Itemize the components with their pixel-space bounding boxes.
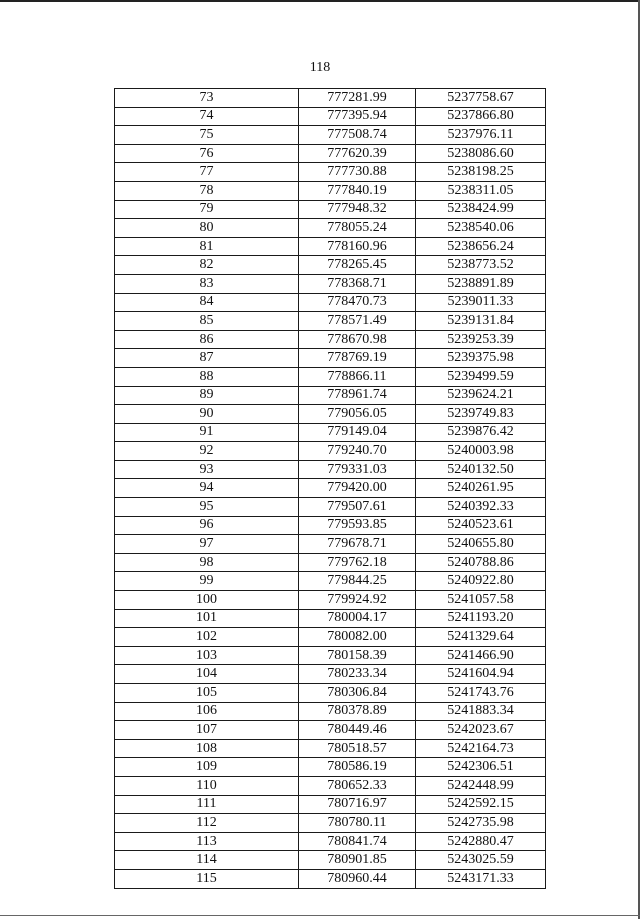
y-coordinate-cell: 5243171.33 <box>416 869 546 888</box>
point-number-cell: 78 <box>115 181 299 200</box>
coordinates-table-body <box>115 89 546 889</box>
x-coordinate-cell: 778670.98 <box>299 330 416 349</box>
y-coordinate-cell: 5238198.25 <box>416 163 546 182</box>
table-row <box>115 832 546 851</box>
y-coordinate-cell: 5239876.42 <box>416 423 546 442</box>
table-row <box>115 479 546 498</box>
table-row <box>115 702 546 721</box>
x-coordinate-cell: 780716.97 <box>299 795 416 814</box>
y-coordinate-cell: 5241743.76 <box>416 684 546 703</box>
x-coordinate-cell: 779507.61 <box>299 498 416 517</box>
table-row <box>115 256 546 275</box>
y-coordinate-cell: 5243025.59 <box>416 851 546 870</box>
x-coordinate-cell: 778961.74 <box>299 386 416 405</box>
x-coordinate-cell: 780841.74 <box>299 832 416 851</box>
x-coordinate-cell: 778571.49 <box>299 312 416 331</box>
table-row <box>115 628 546 647</box>
point-number-cell: 92 <box>115 442 299 461</box>
point-number-cell: 93 <box>115 460 299 479</box>
table-row <box>115 739 546 758</box>
y-coordinate-cell: 5239011.33 <box>416 293 546 312</box>
x-coordinate-cell: 780518.57 <box>299 739 416 758</box>
x-coordinate-cell: 779240.70 <box>299 442 416 461</box>
table-row <box>115 293 546 312</box>
x-coordinate-cell: 780158.39 <box>299 646 416 665</box>
y-coordinate-cell: 5242448.99 <box>416 776 546 795</box>
y-coordinate-cell: 5240261.95 <box>416 479 546 498</box>
y-coordinate-cell: 5239499.59 <box>416 367 546 386</box>
point-number-cell: 110 <box>115 776 299 795</box>
table-row <box>115 572 546 591</box>
point-number-cell: 114 <box>115 851 299 870</box>
point-number-cell: 101 <box>115 609 299 628</box>
point-number-cell: 90 <box>115 405 299 424</box>
point-number-cell: 97 <box>115 535 299 554</box>
table-row <box>115 89 546 108</box>
point-number-cell: 76 <box>115 144 299 163</box>
point-number-cell: 105 <box>115 684 299 703</box>
table-row <box>115 665 546 684</box>
table-row <box>115 516 546 535</box>
table-row <box>115 553 546 572</box>
table-row <box>115 181 546 200</box>
x-coordinate-cell: 779593.85 <box>299 516 416 535</box>
y-coordinate-cell: 5237976.11 <box>416 126 546 145</box>
table-row <box>115 237 546 256</box>
y-coordinate-cell: 5242164.73 <box>416 739 546 758</box>
x-coordinate-cell: 780082.00 <box>299 628 416 647</box>
y-coordinate-cell: 5242306.51 <box>416 758 546 777</box>
point-number-cell: 84 <box>115 293 299 312</box>
y-coordinate-cell: 5238656.24 <box>416 237 546 256</box>
table-row <box>115 405 546 424</box>
x-coordinate-cell: 779762.18 <box>299 553 416 572</box>
x-coordinate-cell: 777281.99 <box>299 89 416 108</box>
x-coordinate-cell: 780901.85 <box>299 851 416 870</box>
table-row <box>115 144 546 163</box>
coordinates-table <box>114 88 546 889</box>
x-coordinate-cell: 778769.19 <box>299 349 416 368</box>
table-row <box>115 851 546 870</box>
y-coordinate-cell: 5238424.99 <box>416 200 546 219</box>
point-number-cell: 77 <box>115 163 299 182</box>
y-coordinate-cell: 5240922.80 <box>416 572 546 591</box>
y-coordinate-cell: 5241604.94 <box>416 665 546 684</box>
x-coordinate-cell: 777840.19 <box>299 181 416 200</box>
x-coordinate-cell: 778055.24 <box>299 219 416 238</box>
table-row <box>115 163 546 182</box>
y-coordinate-cell: 5238773.52 <box>416 256 546 275</box>
table-row <box>115 330 546 349</box>
y-coordinate-cell: 5242592.15 <box>416 795 546 814</box>
y-coordinate-cell: 5239375.98 <box>416 349 546 368</box>
y-coordinate-cell: 5238311.05 <box>416 181 546 200</box>
y-coordinate-cell: 5237758.67 <box>416 89 546 108</box>
table-row <box>115 349 546 368</box>
point-number-cell: 80 <box>115 219 299 238</box>
point-number-cell: 108 <box>115 739 299 758</box>
point-number-cell: 104 <box>115 665 299 684</box>
table-row <box>115 107 546 126</box>
point-number-cell: 106 <box>115 702 299 721</box>
x-coordinate-cell: 778368.71 <box>299 274 416 293</box>
point-number-cell: 86 <box>115 330 299 349</box>
x-coordinate-cell: 779844.25 <box>299 572 416 591</box>
table-row <box>115 776 546 795</box>
y-coordinate-cell: 5238540.06 <box>416 219 546 238</box>
table-row <box>115 460 546 479</box>
point-number-cell: 103 <box>115 646 299 665</box>
x-coordinate-cell: 777508.74 <box>299 126 416 145</box>
x-coordinate-cell: 778160.96 <box>299 237 416 256</box>
y-coordinate-cell: 5240003.98 <box>416 442 546 461</box>
table-row <box>115 386 546 405</box>
x-coordinate-cell: 780378.89 <box>299 702 416 721</box>
point-number-cell: 99 <box>115 572 299 591</box>
y-coordinate-cell: 5242880.47 <box>416 832 546 851</box>
y-coordinate-cell: 5241329.64 <box>416 628 546 647</box>
table-row <box>115 274 546 293</box>
point-number-cell: 94 <box>115 479 299 498</box>
x-coordinate-cell: 779149.04 <box>299 423 416 442</box>
table-row <box>115 684 546 703</box>
x-coordinate-cell: 779678.71 <box>299 535 416 554</box>
x-coordinate-cell: 777730.88 <box>299 163 416 182</box>
point-number-cell: 95 <box>115 498 299 517</box>
x-coordinate-cell: 780233.34 <box>299 665 416 684</box>
scan-bottom-edge <box>0 915 640 916</box>
point-number-cell: 88 <box>115 367 299 386</box>
x-coordinate-cell: 780306.84 <box>299 684 416 703</box>
x-coordinate-cell: 778866.11 <box>299 367 416 386</box>
point-number-cell: 81 <box>115 237 299 256</box>
x-coordinate-cell: 778470.73 <box>299 293 416 312</box>
table-row <box>115 869 546 888</box>
table-row <box>115 591 546 610</box>
table-row <box>115 126 546 145</box>
point-number-cell: 112 <box>115 814 299 833</box>
point-number-cell: 87 <box>115 349 299 368</box>
y-coordinate-cell: 5241466.90 <box>416 646 546 665</box>
y-coordinate-cell: 5237866.80 <box>416 107 546 126</box>
x-coordinate-cell: 780780.11 <box>299 814 416 833</box>
point-number-cell: 83 <box>115 274 299 293</box>
y-coordinate-cell: 5241193.20 <box>416 609 546 628</box>
y-coordinate-cell: 5238891.89 <box>416 274 546 293</box>
y-coordinate-cell: 5240392.33 <box>416 498 546 517</box>
point-number-cell: 98 <box>115 553 299 572</box>
x-coordinate-cell: 779420.00 <box>299 479 416 498</box>
point-number-cell: 115 <box>115 869 299 888</box>
table-row <box>115 498 546 517</box>
y-coordinate-cell: 5241057.58 <box>416 591 546 610</box>
y-coordinate-cell: 5242735.98 <box>416 814 546 833</box>
page-number: 118 <box>309 60 331 75</box>
table-row <box>115 200 546 219</box>
point-number-cell: 91 <box>115 423 299 442</box>
table-row <box>115 535 546 554</box>
point-number-cell: 82 <box>115 256 299 275</box>
point-number-cell: 100 <box>115 591 299 610</box>
table-row <box>115 423 546 442</box>
point-number-cell: 74 <box>115 107 299 126</box>
y-coordinate-cell: 5239253.39 <box>416 330 546 349</box>
y-coordinate-cell: 5242023.67 <box>416 721 546 740</box>
x-coordinate-cell: 779331.03 <box>299 460 416 479</box>
point-number-cell: 89 <box>115 386 299 405</box>
x-coordinate-cell: 779056.05 <box>299 405 416 424</box>
y-coordinate-cell: 5240655.80 <box>416 535 546 554</box>
y-coordinate-cell: 5241883.34 <box>416 702 546 721</box>
y-coordinate-cell: 5239624.21 <box>416 386 546 405</box>
y-coordinate-cell: 5239749.83 <box>416 405 546 424</box>
y-coordinate-cell: 5240788.86 <box>416 553 546 572</box>
point-number-cell: 85 <box>115 312 299 331</box>
point-number-cell: 113 <box>115 832 299 851</box>
x-coordinate-cell: 779924.92 <box>299 591 416 610</box>
x-coordinate-cell: 780004.17 <box>299 609 416 628</box>
point-number-cell: 111 <box>115 795 299 814</box>
y-coordinate-cell: 5238086.60 <box>416 144 546 163</box>
table-row <box>115 795 546 814</box>
table-row <box>115 367 546 386</box>
point-number-cell: 109 <box>115 758 299 777</box>
x-coordinate-cell: 780586.19 <box>299 758 416 777</box>
point-number-cell: 73 <box>115 89 299 108</box>
table-row <box>115 814 546 833</box>
x-coordinate-cell: 777620.39 <box>299 144 416 163</box>
point-number-cell: 75 <box>115 126 299 145</box>
table-row <box>115 721 546 740</box>
y-coordinate-cell: 5240523.61 <box>416 516 546 535</box>
x-coordinate-cell: 777395.94 <box>299 107 416 126</box>
point-number-cell: 102 <box>115 628 299 647</box>
x-coordinate-cell: 777948.32 <box>299 200 416 219</box>
table-row <box>115 442 546 461</box>
table-row <box>115 609 546 628</box>
table-row <box>115 646 546 665</box>
x-coordinate-cell: 780652.33 <box>299 776 416 795</box>
x-coordinate-cell: 778265.45 <box>299 256 416 275</box>
x-coordinate-cell: 780960.44 <box>299 869 416 888</box>
table-row <box>115 312 546 331</box>
point-number-cell: 107 <box>115 721 299 740</box>
scan-top-edge <box>0 0 640 2</box>
point-number-cell: 79 <box>115 200 299 219</box>
table-row <box>115 219 546 238</box>
table-row <box>115 758 546 777</box>
point-number-cell: 96 <box>115 516 299 535</box>
x-coordinate-cell: 780449.46 <box>299 721 416 740</box>
y-coordinate-cell: 5240132.50 <box>416 460 546 479</box>
y-coordinate-cell: 5239131.84 <box>416 312 546 331</box>
